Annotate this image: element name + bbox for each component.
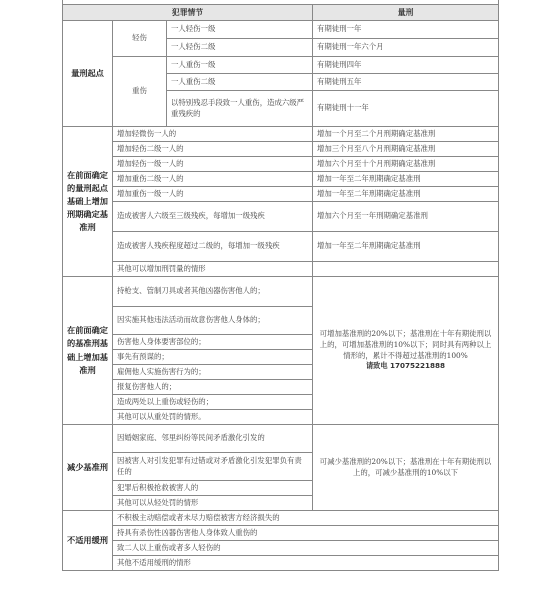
circumstance-cell: 报复伤害他人的； xyxy=(113,380,313,395)
circumstance-cell: 增加重伤一级一人的 xyxy=(113,187,313,202)
circumstance-cell: 持具有杀伤性凶器伤害他人身体致人重伤的 xyxy=(113,526,499,541)
table-row xyxy=(63,232,499,262)
category-increase-term: 在前面确定的量刑起点基础上增加刑期确定基准刑 xyxy=(63,127,113,277)
table-row xyxy=(63,541,499,556)
circumstance-cell: 增加轻伤一级一人的 xyxy=(113,157,313,172)
table-row xyxy=(63,142,499,157)
sentence-cell: 有期徒刑一年 xyxy=(313,21,499,39)
table-header-row xyxy=(63,5,499,21)
circumstance-cell: 增加轻伤二级一人的 xyxy=(113,142,313,157)
sentence-cell: 增加一个月至二个月刑期确定基准刑 xyxy=(313,127,499,142)
category-no-probation: 不适用缓刑 xyxy=(63,511,113,571)
group-light-injury: 轻伤 xyxy=(113,21,167,57)
circumstance-cell: 一人轻伤二级 xyxy=(167,39,313,57)
table-row xyxy=(63,526,499,541)
circumstance-cell: 其他可以增加刑罚量的情形 xyxy=(113,262,313,277)
table-row xyxy=(63,21,499,39)
circumstance-cell: 不积极主动赔偿或者未尽力赔偿被害方经济损失的 xyxy=(113,511,499,526)
circumstance-cell: 增加轻微伤一人的 xyxy=(113,127,313,142)
circumstance-cell: 其他不适用缓刑的情形 xyxy=(113,556,499,571)
circumstance-cell: 因被害人对引发犯罪有过错或对矛盾激化引发犯罪负有责任的 xyxy=(113,453,313,481)
table-row xyxy=(63,127,499,142)
category-increase-base: 在前面确定的基准刑基础上增加基准刑 xyxy=(63,277,113,425)
table-row xyxy=(63,172,499,187)
table-row xyxy=(63,511,499,526)
table-row xyxy=(63,425,499,453)
sentencing-table xyxy=(62,0,499,571)
table-row xyxy=(63,556,499,571)
category-reduce-base: 减少基准刑 xyxy=(63,425,113,511)
sentence-text: 可增加基准刑的20%以下；基准刑在十年有期徒刑以上的，可增加基准刑的10%以下；同时具有两种以上情形的，累计不得超过基准刑的100% xyxy=(319,329,492,360)
circumstance-cell: 其他可以从重处罚的情形。 xyxy=(113,410,313,425)
header-circumstance: 犯罪情节 xyxy=(63,5,313,21)
table-row xyxy=(63,202,499,232)
group-serious-injury: 重伤 xyxy=(113,57,167,127)
sentence-cell: 增加一年至二年刑期确定基准刑 xyxy=(313,187,499,202)
category-sentencing-start: 量刑起点 xyxy=(63,21,113,127)
sentence-cell-reduce: 可减少基准刑的20%以下；基准刑在十年有期徒刑以上的，可减少基准刑的10%以下 xyxy=(313,425,499,511)
circumstance-cell: 造成被害人残疾程度超过二级的，每增加一级残疾 xyxy=(113,232,313,262)
table-row xyxy=(63,277,499,307)
sentence-cell: 有期徒刑五年 xyxy=(313,74,499,91)
circumstance-cell: 致二人以上重伤或者多人轻伤的 xyxy=(113,541,499,556)
circumstance-cell: 造成两处以上重伤或轻伤的； xyxy=(113,395,313,410)
sentence-cell: 增加六个月至十个月刑期确定基准刑 xyxy=(313,157,499,172)
circumstance-cell: 持枪支、管制刀具或者其他凶器伤害他人的； xyxy=(113,277,313,307)
sentence-cell: 增加一年至二年刑期确定基准刑 xyxy=(313,232,499,262)
sentence-cell: 增加三个月至八个月刑期确定基准刑 xyxy=(313,142,499,157)
circumstance-cell: 一人重伤二级 xyxy=(167,74,313,91)
sentence-cell: 有期徒刑十一年 xyxy=(313,91,499,127)
circumstance-cell: 因实施其他违法活动而故意伤害他人身体的； xyxy=(113,307,313,335)
table-row xyxy=(63,187,499,202)
sentence-cell: 增加一年至二年刑期确定基准刑 xyxy=(313,172,499,187)
contact-text: 请致电 17075221888 xyxy=(365,361,446,371)
circumstance-cell: 其他可以从轻处罚的情形 xyxy=(113,496,313,511)
circumstance-cell: 以特别残忍手段致一人重伤，造成六级严重残疾的 xyxy=(167,91,313,127)
sentence-cell-increase xyxy=(313,277,499,425)
table-row xyxy=(63,157,499,172)
sentence-cell: 增加六个月至一年刑期确定基准刑 xyxy=(313,202,499,232)
circumstance-cell: 造成被害人六级至三级残疾，每增加一级残疾 xyxy=(113,202,313,232)
table-row xyxy=(63,262,499,277)
circumstance-cell: 伤害他人身体要害部位的； xyxy=(113,335,313,350)
circumstance-cell: 犯罪后积极抢救被害人的 xyxy=(113,481,313,496)
circumstance-cell: 事先有预谋的； xyxy=(113,350,313,365)
table-row xyxy=(63,57,499,74)
circumstance-cell: 因婚姻家庭、邻里纠纷等民间矛盾激化引发的 xyxy=(113,425,313,453)
circumstance-cell: 雇佣他人实施伤害行为的； xyxy=(113,365,313,380)
sentence-cell: 有期徒刑一年六个月 xyxy=(313,39,499,57)
sentence-cell: 有期徒刑四年 xyxy=(313,57,499,74)
sentence-cell xyxy=(313,262,499,277)
header-sentence: 量刑 xyxy=(313,5,499,21)
circumstance-cell: 一人轻伤一级 xyxy=(167,21,313,39)
circumstance-cell: 一人重伤一级 xyxy=(167,57,313,74)
circumstance-cell: 增加重伤二级一人的 xyxy=(113,172,313,187)
